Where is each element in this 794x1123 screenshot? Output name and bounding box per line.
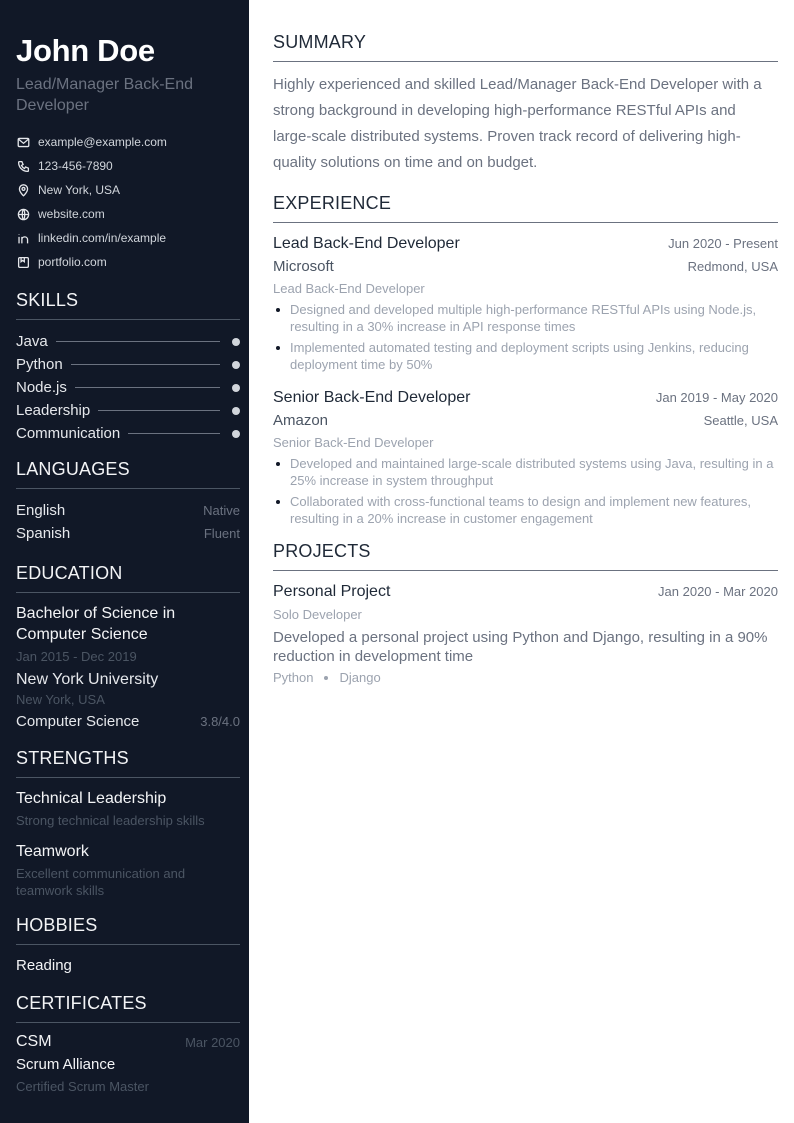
job-bullet: Designed and developed multiple high-performance RESTful APIs using Node.js, resulting in a 30% increase in API response times: [273, 301, 778, 335]
education-degree: Bachelor of Science in Computer Science: [16, 605, 176, 643]
summary-section: [273, 32, 778, 176]
skill-item: [16, 353, 240, 376]
skill-dot: [232, 338, 240, 346]
job-dates: Jan 2019 - May 2020: [655, 390, 778, 405]
skill-label: Communication: [16, 425, 121, 442]
experience-heading: EXPERIENCE: [273, 193, 778, 223]
contact-email[interactable]: [16, 130, 240, 154]
language-level: Native: [203, 503, 240, 518]
summary-heading: SUMMARY: [273, 32, 778, 62]
project-tag: Django: [339, 670, 381, 685]
summary-text: Highly experienced and skilled Lead/Manager Back-End Developer with a strong background in developing high-performance RESTful APIs and large-scale distributed systems. Proven track record of delivering high-quality solutions on time and on budget.: [273, 76, 762, 171]
skill-label: Java: [16, 333, 48, 350]
project-entry: [273, 581, 778, 685]
skills-heading: SKILLS: [16, 290, 240, 320]
projects-section: [273, 541, 778, 685]
job-company: Microsoft: [273, 258, 334, 275]
language-item: [16, 499, 240, 522]
project-dates: Jan 2020 - Mar 2020: [658, 584, 778, 599]
certificates-heading: CERTIFICATES: [16, 993, 240, 1023]
project-desc: Developed a personal project using Python and Django, resulting in a 90% reduction in development time: [273, 629, 768, 665]
job-header: [273, 387, 778, 409]
contact-email-text: example@example.com: [38, 135, 167, 149]
language-item: [16, 522, 240, 545]
certificate-date: Mar 2020: [185, 1034, 240, 1050]
hobbies-section: [16, 915, 240, 977]
language-level: Fluent: [203, 526, 240, 541]
education-field: Computer Science: [16, 713, 140, 730]
hobby-item: Reading: [16, 957, 72, 974]
skill-dot: [232, 430, 240, 438]
job-entry: [273, 233, 778, 373]
job-title: Lead Back-End Developer: [273, 235, 460, 252]
contact-portfolio[interactable]: [16, 250, 240, 274]
sidebar: [0, 0, 249, 1123]
job-bullets: [273, 455, 778, 527]
certificates-section: [16, 993, 240, 1096]
skill-item: [16, 399, 240, 422]
strengths-heading: STRENGTHS: [16, 748, 240, 778]
main-content: [273, 32, 778, 685]
certificate-issuer: Scrum Alliance: [16, 1056, 116, 1073]
contact-phone[interactable]: [16, 154, 240, 178]
project-tag: Python: [273, 670, 314, 685]
skill-item: [16, 376, 240, 399]
experience-section: [273, 193, 778, 527]
skill-dot: [232, 384, 240, 392]
education-gpa: 3.8/4.0: [200, 714, 240, 729]
skill-line: [128, 433, 220, 434]
contact-website-text: website.com: [38, 207, 105, 221]
contact-linkedin-text: linkedin.com/in/example: [38, 231, 167, 245]
contact-list: [16, 130, 240, 274]
certificate-desc: Certified Scrum Master: [16, 1079, 149, 1094]
contact-portfolio-text: portfolio.com: [38, 255, 107, 269]
education-school: New York University: [16, 671, 159, 688]
strength-desc: Excellent communication and teamwork skills: [16, 866, 186, 898]
job-company-row: [273, 255, 778, 279]
job-title: Senior Back-End Developer: [273, 389, 471, 406]
education-dates: Jan 2015 - Dec 2019: [16, 649, 137, 664]
contact-website[interactable]: [16, 202, 240, 226]
language-name: English: [16, 502, 66, 519]
contact-location: [16, 178, 240, 202]
linkedin-icon: [16, 231, 30, 245]
job-bullet: Collaborated with cross-functional teams to design and implement new features, resulting in a 20% increase in customer engagement: [273, 493, 778, 527]
project-tags: [273, 670, 778, 685]
project-title: Personal Project: [273, 583, 391, 600]
skill-label: Leadership: [16, 402, 91, 419]
skill-dot: [232, 407, 240, 415]
location-pin-icon: [16, 183, 30, 197]
projects-heading: PROJECTS: [273, 541, 778, 571]
strength-title: Teamwork: [16, 843, 89, 860]
languages-heading: LANGUAGES: [16, 459, 240, 489]
skill-line: [71, 364, 220, 365]
tag-separator: [324, 676, 328, 680]
certificate-row: [16, 1033, 240, 1051]
job-company: Amazon: [273, 412, 329, 429]
languages-section: [16, 459, 240, 545]
job-header: [273, 233, 778, 255]
skill-line: [56, 341, 220, 342]
strengths-section: [16, 748, 240, 899]
certificate-name: CSM: [16, 1033, 52, 1050]
job-role: Senior Back-End Developer: [273, 435, 434, 450]
project-role: Solo Developer: [273, 607, 362, 622]
candidate-name: John Doe: [16, 33, 155, 68]
skill-line: [75, 387, 220, 388]
education-heading: EDUCATION: [16, 563, 240, 593]
job-bullet: Developed and maintained large-scale distributed systems using Java, resulting in a 25% increase in system throughput: [273, 455, 778, 489]
job-entry: [273, 387, 778, 527]
skill-item: [16, 422, 240, 445]
skill-line: [98, 410, 220, 411]
globe-icon: [16, 207, 30, 221]
hobbies-heading: HOBBIES: [16, 915, 240, 945]
contact-phone-text: 123-456-7890: [38, 159, 113, 173]
skill-dot: [232, 361, 240, 369]
skills-section: [16, 290, 240, 445]
education-field-row: [16, 713, 240, 730]
education-section: [16, 563, 240, 730]
job-dates: Jun 2020 - Present: [668, 236, 778, 251]
job-location: Seattle, USA: [703, 413, 778, 428]
skill-item: [16, 330, 240, 353]
job-role: Lead Back-End Developer: [273, 281, 425, 296]
job-location: Redmond, USA: [687, 259, 778, 274]
contact-linkedin[interactable]: [16, 226, 240, 250]
education-location: New York, USA: [16, 692, 105, 707]
language-name: Spanish: [16, 525, 71, 542]
contact-location-text: New York, USA: [38, 183, 121, 197]
job-bullets: [273, 301, 778, 373]
project-header: [273, 581, 778, 603]
mail-icon: [16, 135, 30, 149]
job-bullet: Implemented automated testing and deployment scripts using Jenkins, reducing deployment time by 50%: [273, 339, 778, 373]
strength-title: Technical Leadership: [16, 790, 167, 807]
phone-icon: [16, 159, 30, 173]
skill-label: Python: [16, 356, 63, 373]
skill-label: Node.js: [16, 379, 67, 396]
strength-desc: Strong technical leadership skills: [16, 813, 205, 828]
portfolio-icon: [16, 255, 30, 269]
candidate-role: Lead/Manager Back-End Developer: [16, 76, 193, 114]
job-company-row: [273, 409, 778, 433]
